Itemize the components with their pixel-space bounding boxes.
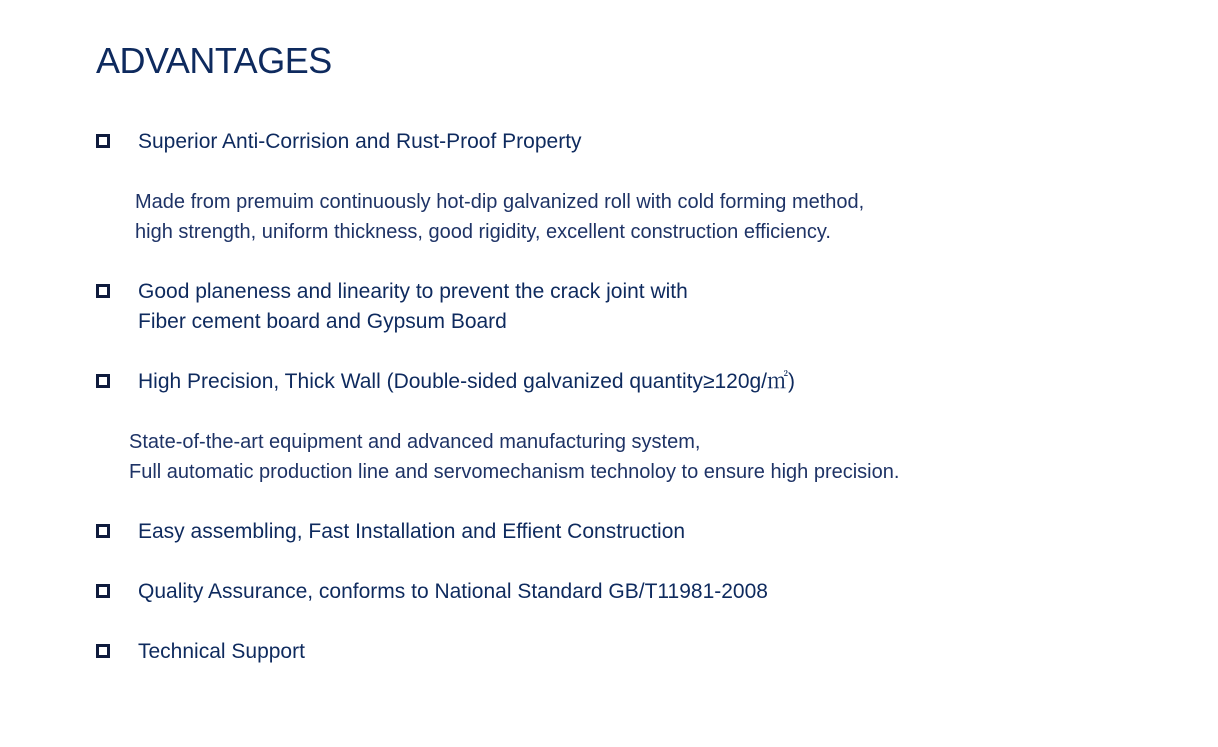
advantage-description [129, 427, 899, 487]
advantage-item-precision [96, 367, 795, 397]
checkbox-icon [96, 284, 110, 298]
advantage-item-support [96, 637, 305, 667]
advantage-description [135, 187, 864, 247]
checkbox-icon [96, 374, 110, 388]
checkbox-icon [96, 134, 110, 148]
heading-line: Good planeness and linearity to prevent the crack joint with [138, 280, 688, 303]
description-line: State-of-the-art equipment and advanced manufacturing system, [129, 431, 701, 453]
advantage-item-planeness [96, 277, 688, 337]
page-title: ADVANTAGES [96, 40, 332, 81]
advantage-heading: Technical Support [138, 640, 305, 663]
checkbox-icon [96, 584, 110, 598]
advantage-heading: Superior Anti-Corrision and Rust-Proof Property [138, 130, 582, 153]
checkbox-icon [96, 644, 110, 658]
advantage-item-corrosion [96, 127, 582, 157]
checkbox-icon [96, 524, 110, 538]
advantage-item-installation [96, 517, 685, 547]
advantage-heading: Easy assembling, Fast Installation and Effient Construction [138, 520, 686, 543]
advantage-heading [138, 277, 688, 337]
heading-line: Fiber cement board and Gypsum Board [138, 310, 507, 333]
description-line: Made from premuim continuously hot-dip galvanized roll with cold forming method, [135, 191, 865, 213]
advantage-heading: High Precision, Thick Wall (Double-sided galvanized quantity≥120g/㎡) [138, 370, 796, 393]
description-line: Full automatic production line and servomechanism technoloy to ensure high precision. [129, 461, 900, 483]
description-line: high strength, uniform thickness, good rigidity, excellent construction efficiency. [135, 221, 831, 243]
advantage-item-quality [96, 577, 768, 607]
advantage-heading: Quality Assurance, conforms to National Standard GB/T11981-2008 [138, 580, 768, 603]
